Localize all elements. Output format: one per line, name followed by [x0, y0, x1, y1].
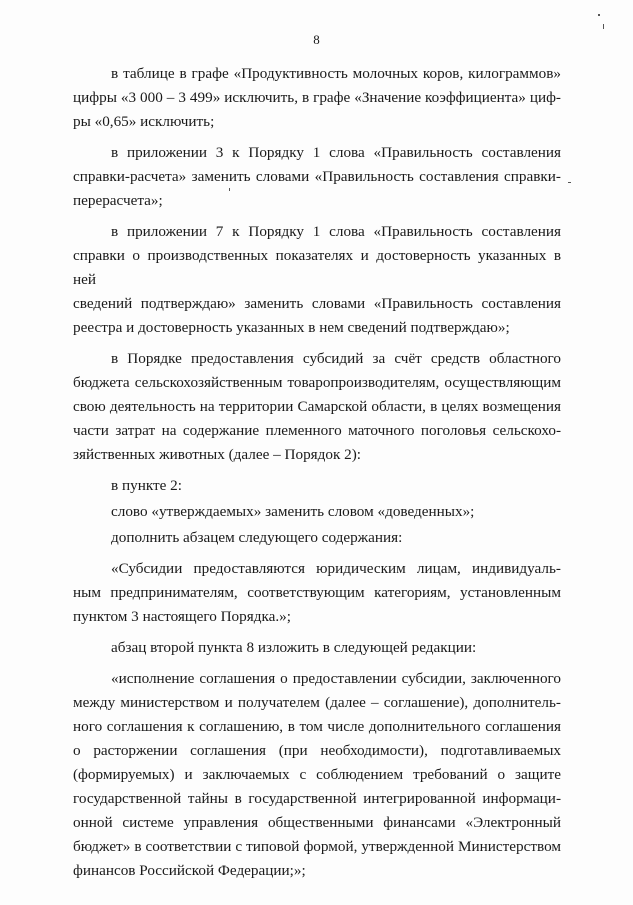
page-number: 8	[313, 32, 320, 47]
scan-speck	[568, 182, 571, 183]
text-line: перерасчета»;	[73, 192, 163, 209]
text-line: зяйственных животных (далее – Порядок 2):	[73, 446, 362, 463]
text-line: в приложении 7 к Порядку 1 слова «Правильность составления	[111, 223, 561, 240]
text-line: сведений подтверждаю» заменить словами «Правильность составления	[73, 295, 561, 312]
text-line: онной системе управления общественными финансами «Электронный	[73, 814, 561, 831]
text-line: о расторжении соглашения (при необходимости), подготавливаемых	[73, 742, 561, 759]
text-line: слово «утверждаемых» заменить словом «доведенных»;	[111, 503, 475, 520]
document-body	[73, 62, 561, 890]
text-line: реестра и достоверность указанных в нем сведений подтверждаю»;	[73, 319, 510, 336]
paragraph	[73, 347, 561, 467]
text-line: «Субсидии предоставляются юридическим лицам, индивидуаль-	[111, 560, 561, 577]
paragraph	[73, 500, 561, 524]
scan-speck	[598, 14, 600, 16]
text-line: справки-расчета» заменить словами «Правильность составления справки-	[73, 168, 561, 185]
text-line: государственной тайны в государственной интегрированной информаци-	[73, 790, 561, 807]
text-line: справки о производственных показателях и достоверность указанных в ней	[73, 247, 561, 288]
text-line: ры «0,65» исключить;	[73, 113, 215, 130]
text-line: абзац второй пункта 8 изложить в следующей редакции:	[111, 639, 477, 656]
paragraph	[73, 636, 561, 660]
paragraph	[73, 220, 561, 340]
text-line: финансов Российской Федерации;»;	[73, 862, 306, 879]
text-line: свою деятельность на территории Самарской области, в целях возмещения	[73, 398, 561, 415]
paragraph	[73, 557, 561, 629]
text-line: «исполнение соглашения о предоставлении субсидии, заключенного	[111, 670, 561, 687]
text-line: ным предпринимателям, соответствующим категориям, установленным	[73, 584, 561, 601]
text-line: в Порядке предоставления субсидий за счёт средств областного	[111, 350, 561, 367]
text-line: цифры «3 000 – 3 499» исключить, в графе «Значение коэффициента» циф-	[73, 89, 561, 106]
paragraph	[73, 667, 561, 883]
text-line: части затрат на содержание племенного маточного поголовья сельскохо-	[73, 422, 561, 439]
text-line: бюджета сельскохозяйственным товаропроизводителям, осуществляющим	[73, 374, 561, 391]
text-line: дополнить абзацем следующего содержания:	[111, 529, 403, 546]
paragraph	[73, 141, 561, 213]
text-line: бюджет» в соответствии с типовой формой, утвержденной Министерством	[73, 838, 561, 855]
text-line: в пункте 2:	[111, 477, 182, 494]
paragraph	[73, 526, 561, 550]
text-line: (формируемых) и заключаемых с соблюдением требований о защите	[73, 766, 561, 783]
text-line: ного соглашения к соглашению, в том числе дополнительного соглашения	[73, 718, 561, 735]
text-line: в приложении 3 к Порядку 1 слова «Правильность составления	[111, 144, 561, 161]
text-line: между министерством и получателем (далее – соглашение), дополнитель-	[73, 694, 561, 711]
paragraph	[73, 474, 561, 498]
scan-speck	[603, 24, 604, 29]
text-line: в таблице в графе «Продуктивность молочных коров, килограммов»	[111, 65, 561, 82]
paragraph	[73, 62, 561, 134]
text-line: пунктом 3 настоящего Порядка.»;	[73, 608, 291, 625]
